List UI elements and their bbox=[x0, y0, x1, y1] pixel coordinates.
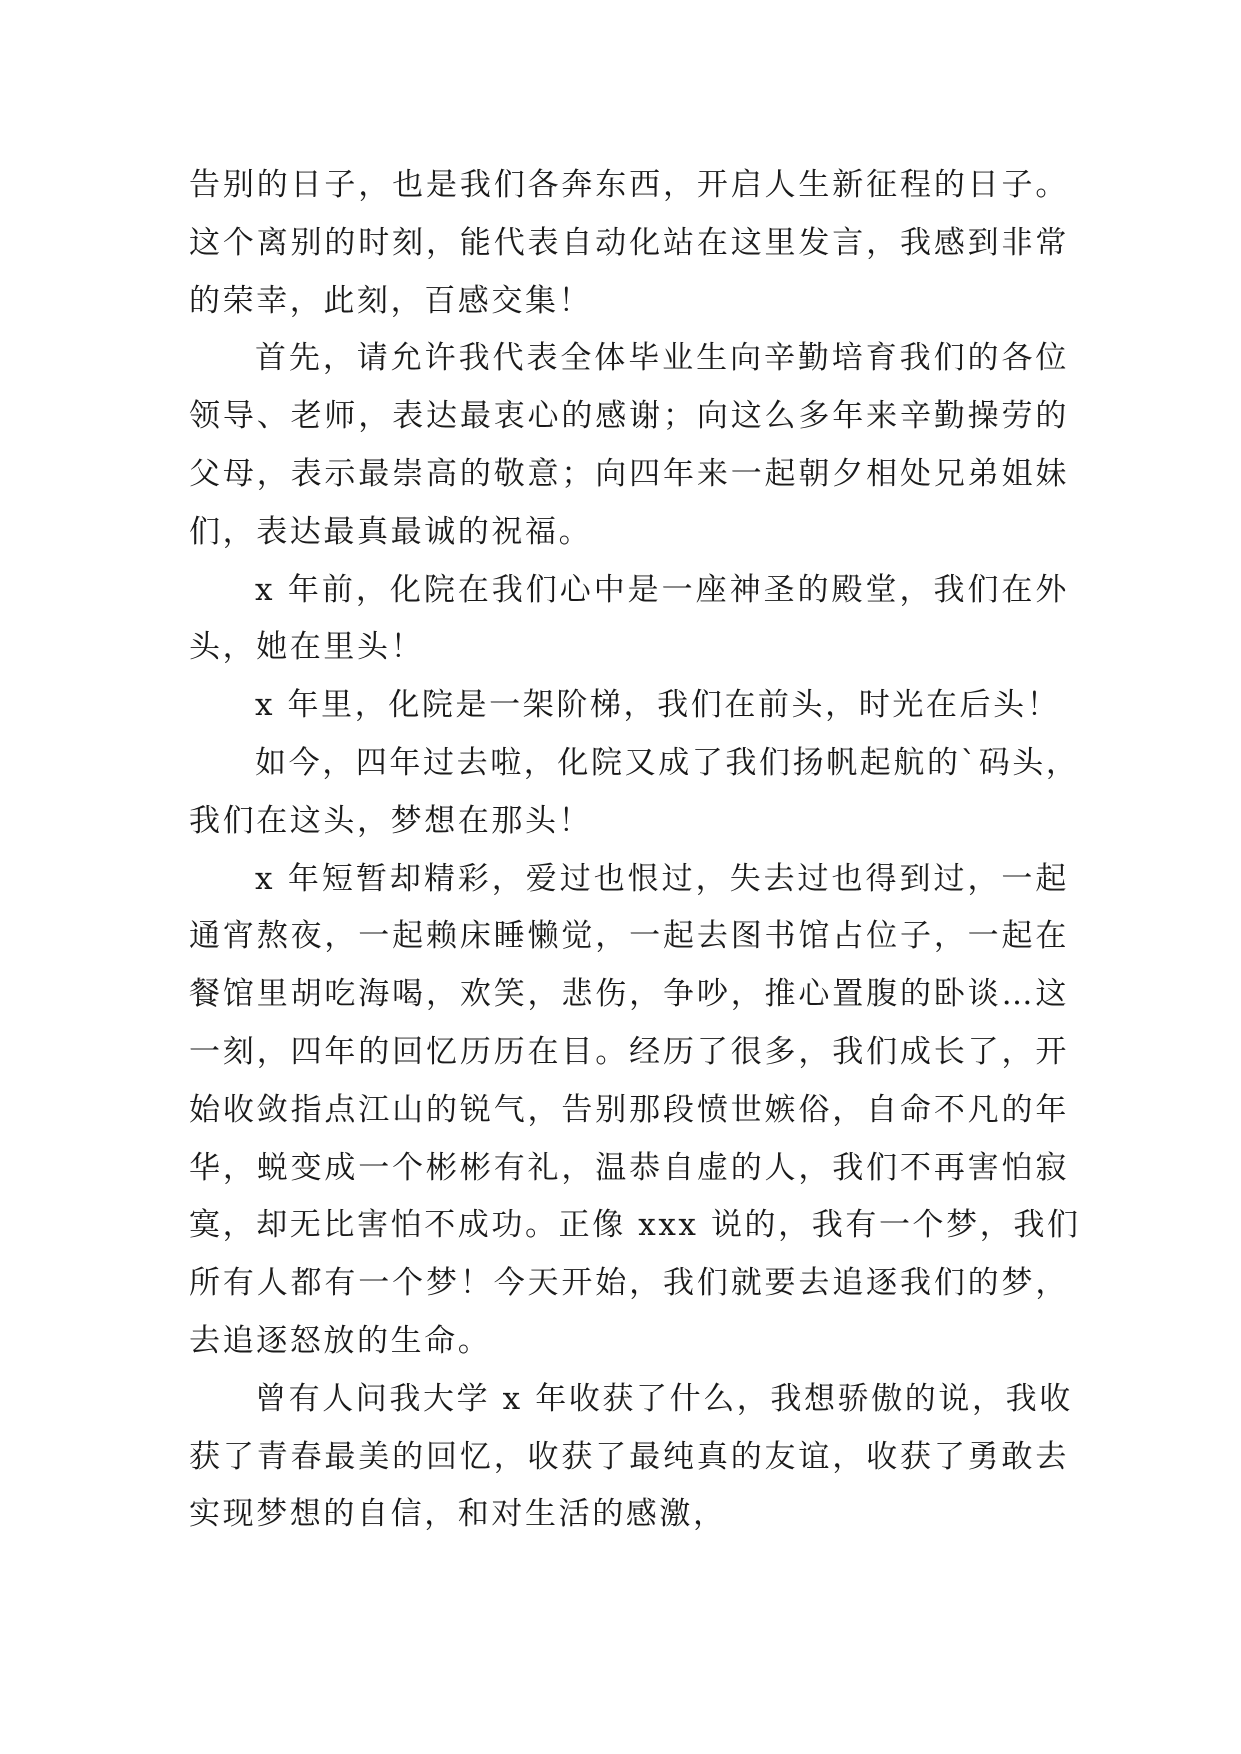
paragraph-first-line: 如今，四年过去啦，化院又成了我们扬帆起航的`码头， bbox=[255, 744, 1080, 781]
text-line: 通宵熬夜，一起赖床睡懒觉，一起去图书馆占位子，一起在 bbox=[189, 918, 1069, 955]
text-line: 华，蜕变成一个彬彬有礼，温恭自虚的人，我们不再害怕寂 bbox=[189, 1149, 1069, 1186]
paragraph-first-line: x 年里，化院是一架阶梯，我们在前头，时光在后头！ bbox=[255, 687, 1061, 724]
text-line: 去追逐怒放的生命。 bbox=[189, 1322, 492, 1359]
text-line: 寞，却无比害怕不成功。正像 xxx 说的，我有一个梦，我们 bbox=[189, 1207, 1081, 1244]
text-line: 所有人都有一个梦！今天开始，我们就要去追逐我们的梦， bbox=[189, 1265, 1069, 1302]
paragraph-first-line: 首先，请允许我代表全体毕业生向辛勤培育我们的各位 bbox=[255, 340, 1069, 377]
text-line: 实现梦想的自信，和对生活的感激， bbox=[189, 1496, 727, 1533]
text-line: 父母，表示最崇高的敬意；向四年来一起朝夕相处兄弟姐妹 bbox=[189, 455, 1069, 492]
paragraph-first-line: 曾有人问我大学 x 年收获了什么，我想骄傲的说，我收 bbox=[255, 1380, 1073, 1417]
text-line: 餐馆里胡吃海喝，欢笑，悲伤，争吵，推心置腹的卧谈…这 bbox=[189, 976, 1069, 1013]
text-line: 始收敛指点江山的锐气，告别那段愤世嫉俗，自命不凡的年 bbox=[189, 1091, 1069, 1128]
text-line: 告别的日子，也是我们各奔东西，开启人生新征程的日子。 bbox=[189, 167, 1069, 203]
text-line: 获了青春最美的回忆，收获了最纯真的友谊，收获了勇敢去 bbox=[189, 1438, 1069, 1475]
text-line: 的荣幸，此刻，百感交集！ bbox=[189, 282, 593, 319]
text-line: 领导、老师，表达最衷心的感谢；向这么多年来辛勤操劳的 bbox=[189, 398, 1069, 435]
text-line: 们，表达最真最诚的祝福。 bbox=[189, 513, 593, 550]
text-line: 一刻，四年的回忆历历在目。经历了很多，我们成长了，开 bbox=[189, 1033, 1069, 1070]
text-line: 我们在这头，梦想在那头！ bbox=[189, 802, 593, 839]
paragraph-first-line: x 年短暂却精彩，爱过也恨过，失去过也得到过，一起 bbox=[255, 860, 1069, 897]
paragraph-first-line: x 年前，化院在我们心中是一座神圣的殿堂，我们在外 bbox=[255, 571, 1069, 608]
text-line: 这个离别的时刻，能代表自动化站在这里发言，我感到非常 bbox=[189, 224, 1069, 261]
text-line: 头，她在里头！ bbox=[189, 629, 425, 666]
speech-body bbox=[189, 157, 1081, 1544]
